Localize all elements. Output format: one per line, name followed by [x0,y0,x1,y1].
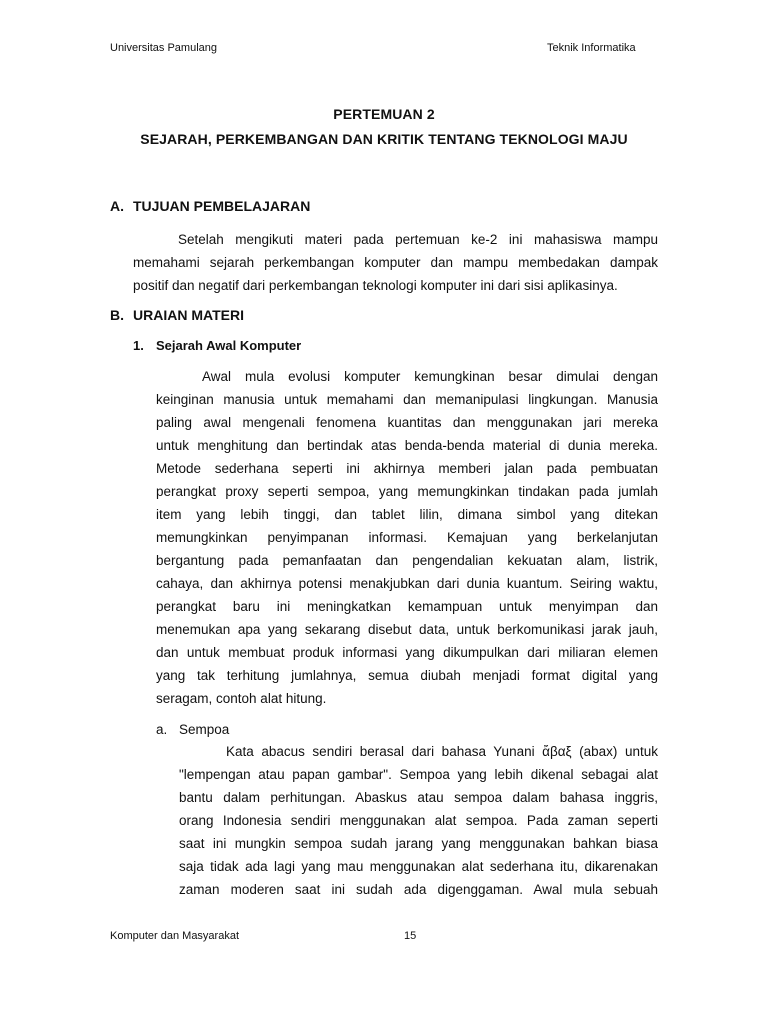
subsection-a-heading: Sempoa [179,722,230,737]
subsection-a-paragraph [179,740,658,901]
paragraph-line: Metode sederhana seperti ini akhirnya memberi jalan pada pembuatan [156,461,658,476]
subsection-a-label: a. [156,722,168,737]
page-number: 15 [404,930,417,942]
paragraph-line: bergantung pada pemanfaatan dan pengendalian kekuatan alam, listrik, [156,553,658,568]
paragraph-line: keinginan manusia untuk memahami dan memanipulasi lingkungan. Manusia [156,392,658,407]
paragraph-line: seragam, contoh alat hitung. [156,691,327,706]
page-title: SEJARAH, PERKEMBANGAN DAN KRITIK TENTANG TEKNOLOGI MAJU [140,131,628,147]
subsection-1-label: 1. [133,338,144,353]
section-b-heading: URAIAN MATERI [133,307,244,323]
paragraph-line: yang tak terhitung jumlahnya, semua diubah menjadi format digital yang [156,668,658,683]
header-right: Teknik Informatika [547,42,636,54]
section-a-paragraph [133,228,658,297]
section-a-heading: TUJUAN PEMBELAJARAN [133,198,311,214]
paragraph-line: cahaya, dan akhirnya potensi menakjubkan dari dunia kuantum. Seiring waktu, [156,576,658,591]
subsection-1-heading: Sejarah Awal Komputer [156,338,302,353]
section-a-label: A. [110,198,124,214]
paragraph-line: item yang lebih tinggi, dan tablet lilin, dimana simbol yang ditekan [156,507,658,522]
paragraph-line: Awal mula evolusi komputer kemungkinan besar dimulai dengan [202,369,658,384]
paragraph-line: perangkat proxy seperti sempoa, yang memungkinkan tindakan pada jumlah [156,484,658,499]
paragraph-line: perangkat baru ini meningkatkan kemampuan untuk menyimpan dan [156,599,658,614]
subsection-1-paragraph [156,365,658,710]
paragraph-line: positif dan negatif dari perkembangan teknologi komputer ini dari sisi aplikasinya. [133,278,618,293]
page-title-meeting: PERTEMUAN 2 [333,106,435,122]
paragraph-line: saat ini mungkin sempoa sudah jarang yang menggunakan bahkan biasa [179,836,658,851]
paragraph-line: orang Indonesia sendiri menggunakan alat sempoa. Pada zaman seperti [179,813,658,828]
paragraph-line: paling awal mengenali fenomena kuantitas dan menggunakan jari mereka [156,415,658,430]
footer-left: Komputer dan Masyarakat [110,930,240,942]
paragraph-line: memungkinkan penyimpanan informasi. Kemajuan yang berkelanjutan [156,530,658,545]
paragraph-line: bantu dalam perhitungan. Abaskus atau sempoa dalam bahasa inggris, [179,790,658,805]
paragraph-line: untuk menghitung dan bertindak atas benda-benda material di dunia mereka. [156,438,658,453]
paragraph-line: Setelah mengikuti materi pada pertemuan ke-2 ini mahasiswa mampu [178,232,658,247]
paragraph-line: Kata abacus sendiri berasal dari bahasa Yunani ἄβαξ (abax) untuk [226,744,658,759]
paragraph-line: "lempengan atau papan gambar". Sempoa yang lebih dikenal sebagai alat [179,767,658,782]
paragraph-line: memahami sejarah perkembangan komputer dan mampu membedakan dampak [133,255,658,270]
header-left: Universitas Pamulang [110,42,217,54]
section-b-label: B. [110,307,124,323]
paragraph-line: zaman moderen saat ini sudah ada digenggaman. Awal mula sebuah [179,882,658,897]
paragraph-line: dan untuk membuat produk informasi yang dikumpulkan dari miliaran elemen [156,645,658,660]
paragraph-line: saja tidak ada lagi yang mau menggunakan alat sederhana itu, dikarenakan [179,859,658,874]
paragraph-line: menemukan apa yang sekarang disebut data, untuk berkomunikasi jarak jauh, [156,622,658,637]
